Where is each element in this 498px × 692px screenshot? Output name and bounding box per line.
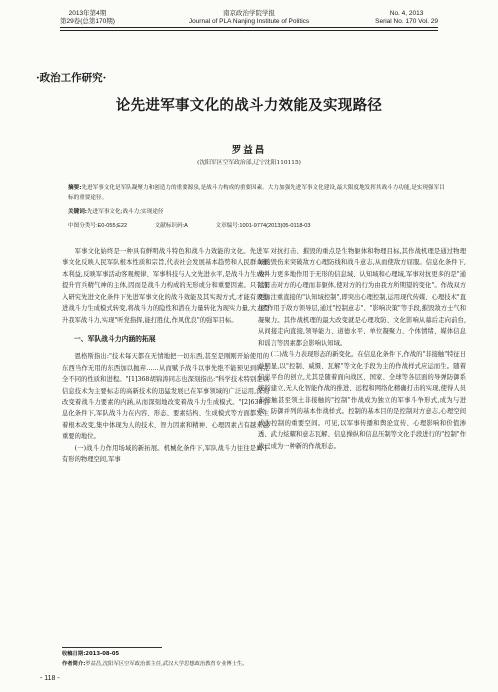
document-code: 文献标识码:A <box>154 223 188 229</box>
author-affiliation: (沈阳军区空军政治部,辽宁沈阳110115) <box>197 160 301 166</box>
keywords-label: 关键词: <box>68 209 88 215</box>
classification-line <box>68 221 448 231</box>
clc-number: 中图分类号:E0-055;E22 <box>68 223 128 229</box>
header-issue-number: No. 4, 2013 <box>389 10 424 17</box>
column-name: ·政治工作研究· <box>36 72 107 84</box>
body-paragraph: 恩格斯指出:"技术每天都在无情地把一切东西,甚至是刚刚开始使用的东西当作无用的东西加以抛弃……从而赋予战斗以事先绝不能预见到的完全不同的性质和进程。"[1]368胡锦涛同志也深刻指出:"科学技术特别是以信息技术为主要标志的高新技术的迅猛发展已在军事领域的广泛运用,深刻改变着战斗力要素的内涵,从而深刻地改变着战斗力生成模式。"[2]638信息化条件下,军队战斗力在内容、形态、要素结构、生成模式等方面都发生着根本改变,集中体现为人的技术、智力因素和精神、心理因素占有越来越重要的地位。 <box>62 353 269 441</box>
abstract-text: 先进军事文化是军队凝聚力和创造力的重要源泉,是战斗力构成的重要因素。大力加强先进军事文化建设,最大限度地发挥其战斗力功能,是实现强军目标的重要途径。 <box>68 185 445 201</box>
keywords-text: 先进军事文化;战斗力;实现途径 <box>87 209 164 215</box>
abstract-label: 摘要: <box>68 185 82 191</box>
header-journal-en: Journal of PLA Nanjing Institute of Politics <box>188 18 310 25</box>
journal-header <box>0 10 498 62</box>
author-bio-label: 作者简介: <box>62 660 86 667</box>
header-rule <box>60 27 438 31</box>
author-name: 罗益昌 <box>231 145 267 156</box>
author-bio <box>62 660 248 670</box>
body-paragraph: 军事文化始终是一种具有鲜明战斗特色和战斗力效能的文化。先进军事文化反映人民军队根本性质和宗旨,代表社会发展基本趋势和人民群众根本利益,反映军事活动客观规律、军事科技与人文先进水平,是战斗力生成中提升官兵精气神的主体,因而是战斗力构成的无形或分和重要因素。只有深入研究先进文化条件下先进军事文化的战斗效能及其实现方式,才能有效推进战斗力生成模式转变,将战斗力的隐性和潜在力量转化为现实力量,大力提升我军战斗力,实现"听党指挥,能打胜仗,作风优良"的强军目标。 <box>62 248 269 324</box>
body-column-right <box>258 246 466 452</box>
body-paragraph: 对抗打击、摧毁的重点是生物躯体和物理目标,其作战机理是通过物理域的毁伤来突破敌方心理防线和战斗意志,从而使敌方屈服。信息化条件下,战斗力更多地作用于无形的信息域、认知域和心理域,军事对抗更多的是"通过打击对方的心理而非躯体,使对方的行为由我方所期望的变化"。作战双方更加注重直接的"认知域控制",即突出心理控制,运用现代传媒、心理技术"直接"作用于敌方领导层,通过"控制意志"、"影响决策"等手段,摧毁敌方士气和凝聚力。其作战机理的最大改变就是心理攻防、文化影响从幕后走向前台,从间接走向直接,领导能力、道德水平、单位凝聚力、个体情绪、媒体信息和谣言等因素都会影响认知域。 <box>258 248 466 347</box>
header-volume: 第29卷(总第170期) <box>60 18 115 25</box>
page-number: - 118 - <box>40 675 60 682</box>
author-bio-text: 罗益昌,沈阳军区空军政治部主任,武汉大学思想政治教育专业博士生。 <box>85 660 248 667</box>
header-journal-cn: 南京政治学院学报 <box>223 10 275 17</box>
body-paragraph: (二)战斗力表现形态的新变化。在信息化条件下,作战的"非接触"特征日益明显,以"控制、威慑、瓦解"等文化手段为主的作战样式应运而生。随着信息平台的创立,尤其是随着面向战区、国家、全球等各层面的导弹防御系统的建立,无人化智能作战的推进、远程和网络化精确打击的实现,使得人员非接触甚至领土非接触的"控制"作战成为独立的军事斗争形式,成为与进攻、防御并列的基本作战样式。控制的基本目的是控制对方意志,心理空间成为控制的重要空间。可见,以军事传播和舆论宣传、心理影响和价值渗透、武力炫耀和意志瓦解、信息操纵和信息压制等文化手段进行的"控制"作战已成为一种新的作战形态。 <box>258 351 466 450</box>
abstract <box>68 183 448 203</box>
header-serial: Serial No. 170 Vol. 29 <box>375 18 438 25</box>
header-issue-en <box>375 10 438 26</box>
body-column-left <box>62 246 269 466</box>
footnote-rule <box>62 647 162 648</box>
body-paragraph: (一)战斗力作用场域的新拓展。机械化条件下,军队战斗力往往是属于有形的物理空间,军事 <box>62 444 269 464</box>
section-heading: 一、军队战斗力内涵的拓展 <box>74 335 156 344</box>
keywords <box>68 207 448 217</box>
article-title: 论先进军事文化的战斗力效能及实现路径 <box>115 97 383 114</box>
article-id: 文章编号:1001-9774(2013)05-0118-03 <box>215 223 311 229</box>
header-issue: 2013年第4期 <box>68 10 107 17</box>
footnote <box>62 650 248 669</box>
received-date: 收稿日期:2013-08-05 <box>62 651 120 657</box>
